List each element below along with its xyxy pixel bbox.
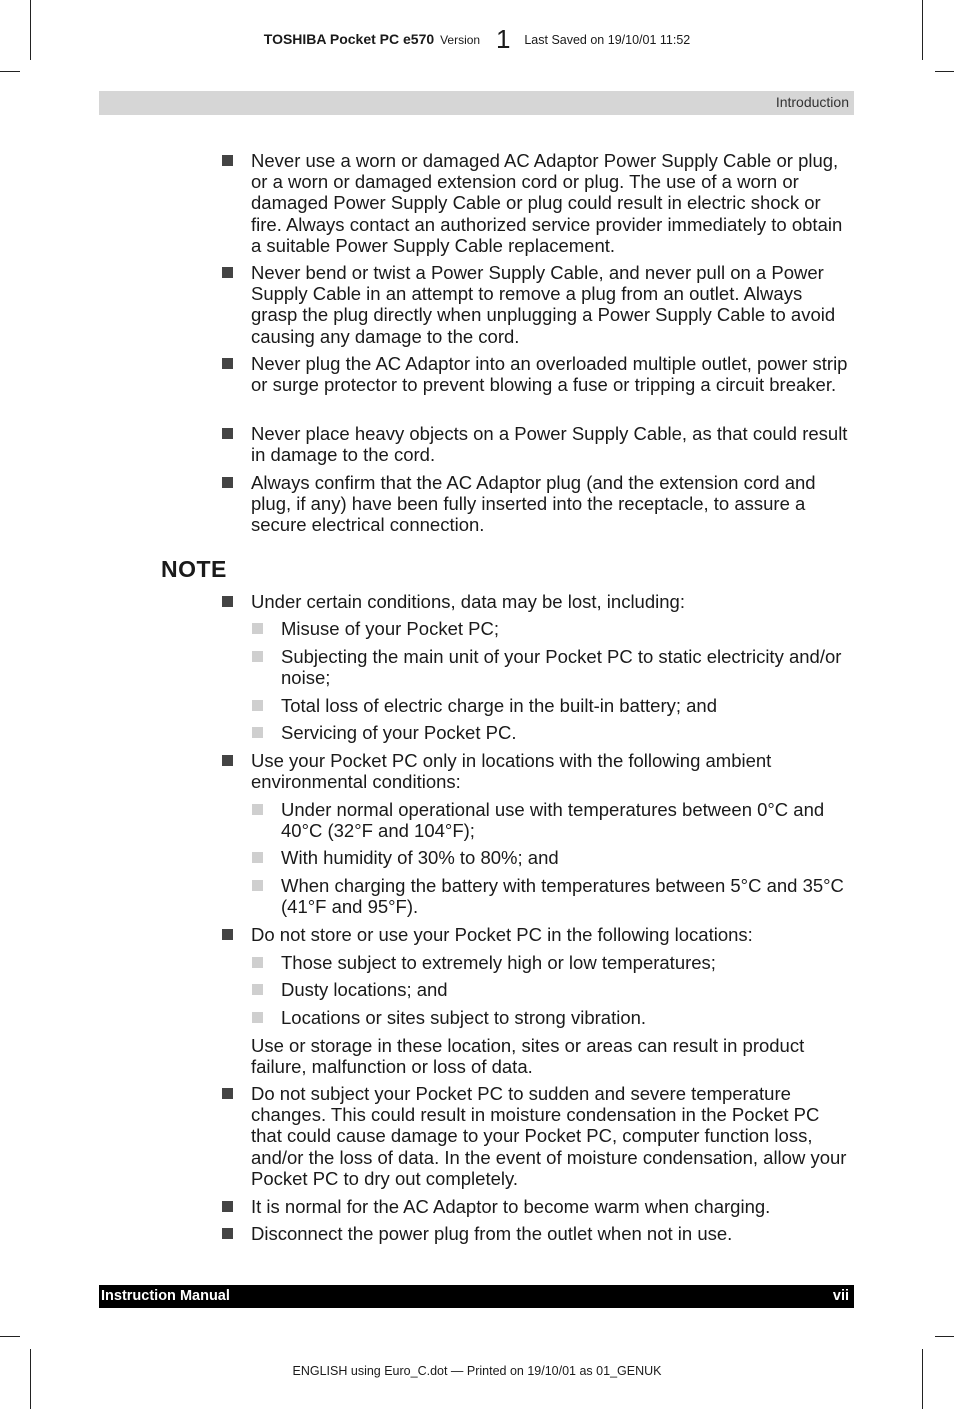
- sub-bullet-square: [252, 880, 263, 891]
- sub-bullet-square: [252, 957, 263, 968]
- bullet-square: [222, 155, 233, 166]
- footer-bar: [99, 1285, 854, 1308]
- bullet-square: [222, 755, 233, 766]
- print-info: ENGLISH using Euro_C.dot — Printed on 19/10/01 as 01_GENUK: [292, 1364, 662, 1378]
- page-number: vii: [832, 1288, 849, 1304]
- note-sub-item: Total loss of electric charge in the built-in battery; and: [281, 695, 718, 716]
- note-sub-item: Under normal operational use with temperatures between 0°C and 40°C (32°F and 104°F);: [281, 799, 825, 842]
- sub-bullet-square: [252, 1012, 263, 1023]
- section-bar: [99, 91, 854, 115]
- warning-item: Always confirm that the AC Adaptor plug (and the extension cord and plug, if any) have been fully inserted into the receptacle, to assure a secure electrical connection.: [251, 472, 816, 536]
- sub-bullet-square: [252, 852, 263, 863]
- bullet-square: [222, 1088, 233, 1099]
- bullet-square: [222, 929, 233, 940]
- note-sub-item: Subjecting the main unit of your Pocket PC to static electricity and/or noise;: [281, 646, 842, 689]
- warning-item: Never place heavy objects on a Power Supply Cable, as that could result in damage to the cord.: [251, 423, 848, 466]
- warning-item: Never plug the AC Adaptor into an overloaded multiple outlet, power strip or surge protector to prevent blowing a fuse or tripping a circuit breaker.: [251, 353, 848, 396]
- document-header: [0, 20, 954, 54]
- bullet-square: [222, 358, 233, 369]
- warning-item: Never use a worn or damaged AC Adaptor Power Supply Cable or plug, or a worn or damaged extension cord or plug. The use of a worn or damaged Power Supply Cable or plug could result in electric shock or fire. Always contact an authorized service provider immediately to obtain a suitable Power Supply Cable replacement.: [251, 150, 843, 256]
- note-item: Do not subject your Pocket PC to sudden and severe temperature changes. This could result in moisture condensation in the Pocket PC that could cause damage to your Pocket PC, computer function loss, and/or the loss of data. In the event of moisture condensation, allow your Pocket PC to dry out completely.: [251, 1083, 847, 1189]
- note-sub-item: Servicing of your Pocket PC.: [281, 722, 517, 743]
- sub-bullet-square: [252, 804, 263, 815]
- note-item: Use your Pocket PC only in locations with the following ambient environmental conditions:: [251, 750, 772, 793]
- footer-title: Instruction Manual: [101, 1288, 230, 1304]
- sub-bullet-square: [252, 623, 263, 634]
- crop-mark: [30, 1349, 31, 1409]
- bullet-square: [222, 267, 233, 278]
- crop-mark: [935, 1336, 954, 1337]
- note-item: Do not store or use your Pocket PC in the following locations:: [251, 924, 753, 945]
- sub-bullet-square: [252, 651, 263, 662]
- sub-bullet-square: [252, 700, 263, 711]
- crop-mark: [0, 71, 20, 72]
- bullet-square: [222, 428, 233, 439]
- note-sub-item: Those subject to extremely high or low temperatures;: [281, 952, 716, 973]
- note-item: Under certain conditions, data may be lost, including:: [251, 591, 685, 612]
- crop-mark: [0, 1336, 20, 1337]
- version-number: 1: [495, 24, 511, 54]
- note-sub-item: When charging the battery with temperatures between 5°C and 35°C (41°F and 95°F).: [281, 875, 844, 918]
- warning-item: Never bend or twist a Power Supply Cable, and never pull on a Power Supply Cable in an attempt to remove a plug from an outlet. Always grasp the plug directly when unplugging a Power Supply Cable to avoid causing any damage to the cord.: [251, 262, 836, 347]
- crop-mark: [935, 71, 954, 72]
- section-label: Introduction: [775, 94, 849, 110]
- note-heading: NOTE: [161, 556, 227, 582]
- note-item: Disconnect the power plug from the outlet when not in use.: [251, 1223, 733, 1244]
- bullet-square: [222, 1228, 233, 1239]
- note-follow-text: Use or storage in these location, sites or areas can result in product failure, malfunction or loss of data.: [251, 1035, 805, 1078]
- version-label: Version: [440, 33, 481, 47]
- crop-mark: [922, 1349, 923, 1409]
- bullet-square: [222, 1201, 233, 1212]
- bullet-square: [222, 477, 233, 488]
- note-sub-item: Locations or sites subject to strong vibration.: [281, 1007, 647, 1028]
- document-title: TOSHIBA Pocket PC e570: [263, 31, 435, 47]
- note-sub-item: Dusty locations; and: [281, 979, 448, 1000]
- last-saved: Last Saved on 19/10/01 11:52: [524, 33, 691, 47]
- bullet-square: [222, 596, 233, 607]
- note-sub-item: With humidity of 30% to 80%; and: [281, 847, 559, 868]
- sub-bullet-square: [252, 727, 263, 738]
- note-item: It is normal for the AC Adaptor to become warm when charging.: [251, 1196, 771, 1217]
- note-sub-item: Misuse of your Pocket PC;: [281, 618, 499, 639]
- sub-bullet-square: [252, 984, 263, 995]
